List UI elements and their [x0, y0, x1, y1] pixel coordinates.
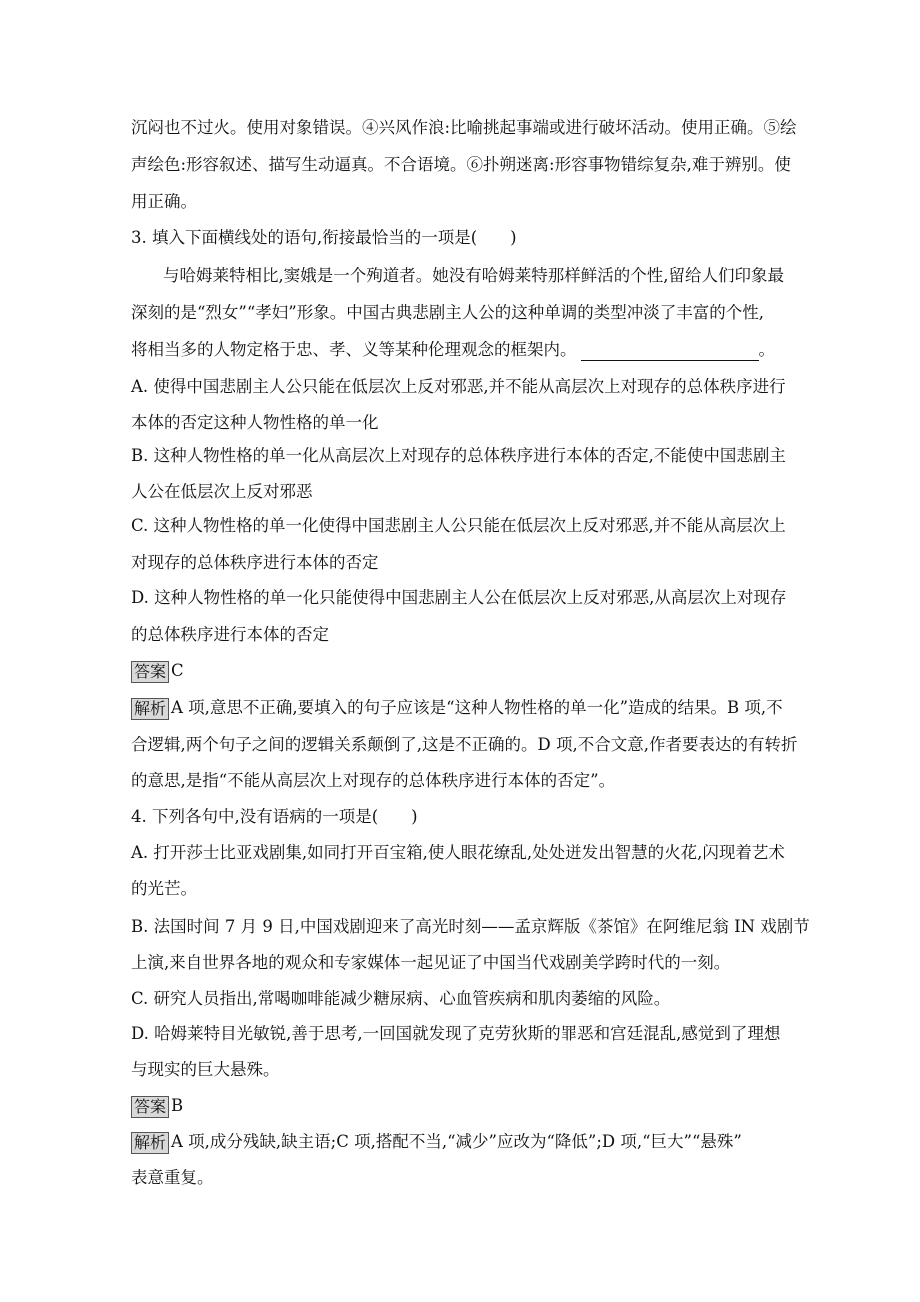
answer-value: C [171, 661, 184, 680]
passage-text: 将相当多的人物定格于忠、孝、义等某种伦理观念的框架内。 [131, 340, 577, 359]
analysis-text: A 项,成分残缺,缺主语;C 项,搭配不当,“减少”应改为“降低”;D 项,“巨大”“悬殊” [171, 1132, 742, 1151]
option-c: C. 研究人员指出,常喝咖啡能减少糖尿病、心血管疾病和肌肉萎缩的风险。 [131, 989, 671, 1008]
answer-badge: 答案 [131, 661, 169, 683]
analysis-row [131, 1124, 742, 1160]
option-b: B. 这种人物性格的单一化从高层次上对现存的总体秩序进行本体的否定,不能使中国悲剧主 [131, 446, 786, 465]
text-line: 声绘色:形容叙述、描写生动逼真。不合语境。⑥扑朔迷离:形容事物错综复杂,难于辨别。使 [131, 155, 791, 174]
answer-badge: 答案 [131, 1096, 169, 1118]
question-3-stem: 3. 填入下面横线处的语句,衔接最恰当的一项是( ) [131, 228, 517, 247]
option-b-cont: 上演,来自世界各地的观众和专家媒体一起见证了中国当代戏剧美学跨时代的一刻。 [131, 953, 731, 972]
analysis-line: 表意重复。 [131, 1168, 214, 1187]
option-c: C. 这种人物性格的单一化使得中国悲剧主人公只能在低层次上反对邪恶,并不能从高层次上 [131, 516, 786, 535]
option-a: A. 使得中国悲剧主人公只能在低层次上反对邪恶,并不能从高层次上对现存的总体秩序进行 [131, 377, 786, 396]
analysis-text: A 项,意思不正确,要填入的句子应该是“这种人物性格的单一化”造成的结果。B 项,不 [171, 698, 783, 717]
answer-row [131, 1088, 183, 1124]
passage-line: 深刻的是“烈女”“孝妇”形象。中国古典悲剧主人公的这种单调的类型冲淡了丰富的个性, [131, 303, 764, 322]
analysis-row [131, 690, 783, 726]
answer-row [131, 653, 184, 689]
passage-end: 。 [758, 340, 775, 359]
option-d-cont: 与现实的巨大悬殊。 [131, 1060, 280, 1079]
option-a-cont: 本体的否定这种人物性格的单一化 [131, 413, 379, 432]
analysis-line: 合逻辑,两个句子之间的逻辑关系颠倒了,这是不正确的。D 项,不合文意,作者要表达的有转折 [131, 735, 798, 754]
option-c-cont: 对现存的总体秩序进行本体的否定 [131, 553, 379, 572]
option-a-cont: 的光芒。 [131, 879, 197, 898]
option-d: D. 这种人物性格的单一化只能使得中国悲剧主人公在低层次上反对邪恶,从高层次上对现存 [131, 588, 787, 607]
question-4-stem: 4. 下列各句中,没有语病的一项是( ) [131, 807, 418, 826]
answer-value: B [171, 1096, 184, 1115]
passage-line [131, 332, 775, 368]
passage-line: 与哈姆莱特相比,窦娥是一个殉道者。她没有哈姆莱特那样鲜活的个性,留给人们印象最 [163, 266, 784, 285]
option-d: D. 哈姆莱特目光敏锐,善于思考,一回国就发现了克劳狄斯的罪恶和宫廷混乱,感觉到了理想 [131, 1024, 781, 1043]
option-b: B. 法国时间 7 月 9 日,中国戏剧迎来了高光时刻——孟京辉版《茶馆》在阿维尼翁 IN 戏剧节 [131, 917, 810, 936]
text-line: 用正确。 [131, 192, 197, 211]
analysis-badge: 解析 [131, 1132, 169, 1154]
option-b-cont: 人公在低层次上反对邪恶 [131, 482, 313, 501]
analysis-line: 的意思,是指“不能从高层次上对现存的总体秩序进行本体的否定”。 [131, 771, 616, 790]
fill-blank [581, 340, 759, 361]
option-d-cont: 的总体秩序进行本体的否定 [131, 625, 329, 644]
analysis-badge: 解析 [131, 698, 169, 720]
option-a: A. 打开莎士比亚戏剧集,如同打开百宝箱,使人眼花缭乱,处处迸发出智慧的火花,闪现着艺术 [131, 843, 785, 862]
text-line: 沉闷也不过火。使用对象错误。④兴风作浪:比喻挑起事端或进行破坏活动。使用正确。⑤绘 [131, 118, 797, 137]
